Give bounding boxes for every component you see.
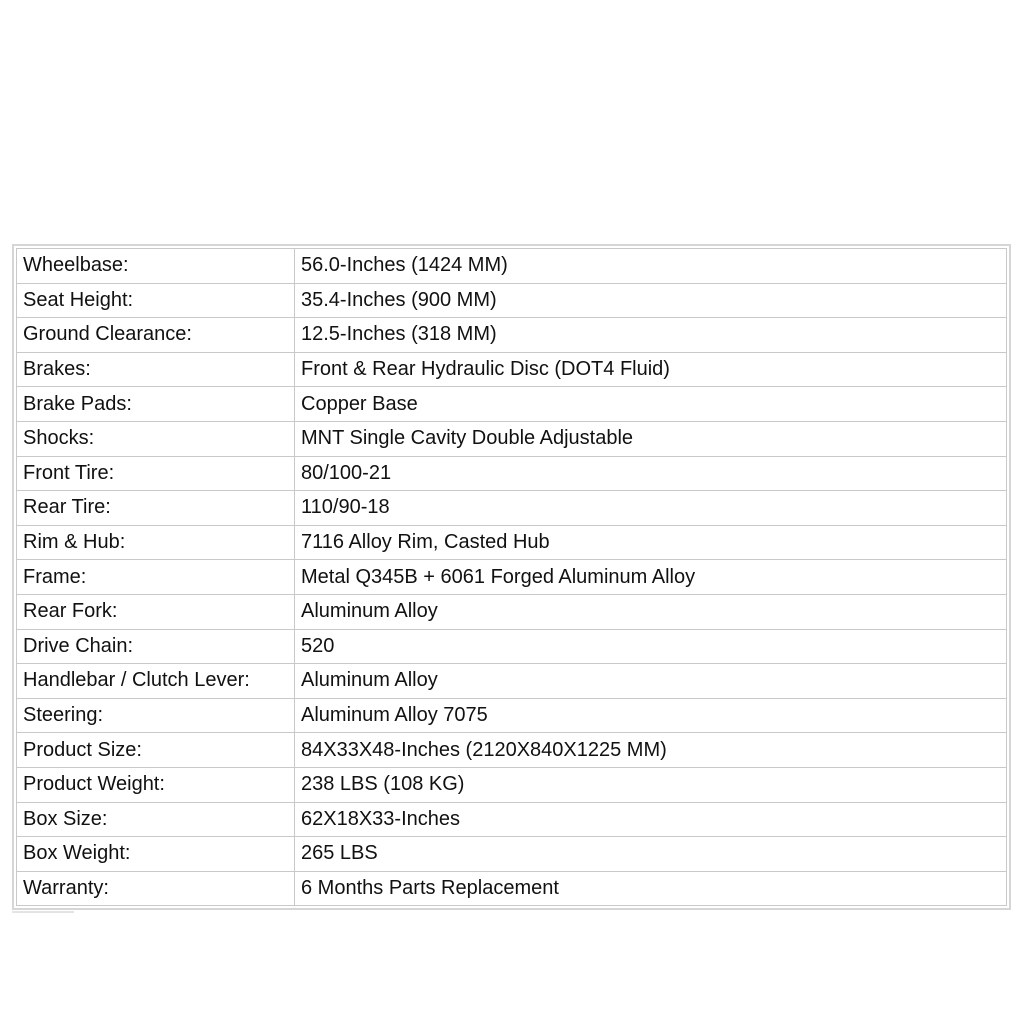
table-row	[17, 871, 1007, 906]
spec-value: 110/90-18	[295, 491, 1007, 526]
table-row	[17, 525, 1007, 560]
table-row	[17, 283, 1007, 318]
spec-value: Front & Rear Hydraulic Disc (DOT4 Fluid)	[295, 352, 1007, 387]
spec-value: 62X18X33-Inches	[295, 802, 1007, 837]
spec-value: 84X33X48-Inches (2120X840X1225 MM)	[295, 733, 1007, 768]
table-row	[17, 698, 1007, 733]
spec-label: Warranty:	[17, 871, 295, 906]
spec-label: Rim & Hub:	[17, 525, 295, 560]
spec-value: 238 LBS (108 KG)	[295, 767, 1007, 802]
spec-table	[16, 248, 1007, 906]
table-row	[17, 560, 1007, 595]
table-row	[17, 249, 1007, 284]
spec-value: 35.4-Inches (900 MM)	[295, 283, 1007, 318]
spec-label: Product Size:	[17, 733, 295, 768]
spec-label: Brakes:	[17, 352, 295, 387]
spec-value: Aluminum Alloy	[295, 664, 1007, 699]
spec-label: Box Weight:	[17, 837, 295, 872]
spec-value: Aluminum Alloy 7075	[295, 698, 1007, 733]
spec-label: Box Size:	[17, 802, 295, 837]
spec-value: 80/100-21	[295, 456, 1007, 491]
table-row	[17, 767, 1007, 802]
spec-label: Shocks:	[17, 421, 295, 456]
table-row	[17, 491, 1007, 526]
spec-value: Aluminum Alloy	[295, 594, 1007, 629]
spec-label: Frame:	[17, 560, 295, 595]
table-row	[17, 733, 1007, 768]
spec-label: Handlebar / Clutch Lever:	[17, 664, 295, 699]
divider	[12, 911, 74, 913]
spec-value: 265 LBS	[295, 837, 1007, 872]
spec-label: Front Tire:	[17, 456, 295, 491]
spec-value: 56.0-Inches (1424 MM)	[295, 249, 1007, 284]
spec-value: 12.5-Inches (318 MM)	[295, 318, 1007, 353]
table-row	[17, 456, 1007, 491]
spec-value: Metal Q345B + 6061 Forged Aluminum Alloy	[295, 560, 1007, 595]
spec-label: Seat Height:	[17, 283, 295, 318]
spec-label: Ground Clearance:	[17, 318, 295, 353]
spec-label: Wheelbase:	[17, 249, 295, 284]
table-row	[17, 629, 1007, 664]
spec-value: 520	[295, 629, 1007, 664]
spec-value: 7116 Alloy Rim, Casted Hub	[295, 525, 1007, 560]
spec-label: Rear Tire:	[17, 491, 295, 526]
spec-label: Rear Fork:	[17, 594, 295, 629]
table-row	[17, 318, 1007, 353]
spec-value: Copper Base	[295, 387, 1007, 422]
spec-value: MNT Single Cavity Double Adjustable	[295, 421, 1007, 456]
spec-label: Drive Chain:	[17, 629, 295, 664]
spec-label: Brake Pads:	[17, 387, 295, 422]
spec-table-body	[17, 249, 1007, 906]
spec-table-container	[12, 244, 1011, 910]
table-row	[17, 664, 1007, 699]
spec-label: Product Weight:	[17, 767, 295, 802]
table-row	[17, 421, 1007, 456]
table-row	[17, 802, 1007, 837]
table-row	[17, 594, 1007, 629]
table-row	[17, 387, 1007, 422]
spec-value: 6 Months Parts Replacement	[295, 871, 1007, 906]
spec-label: Steering:	[17, 698, 295, 733]
table-row	[17, 837, 1007, 872]
table-row	[17, 352, 1007, 387]
